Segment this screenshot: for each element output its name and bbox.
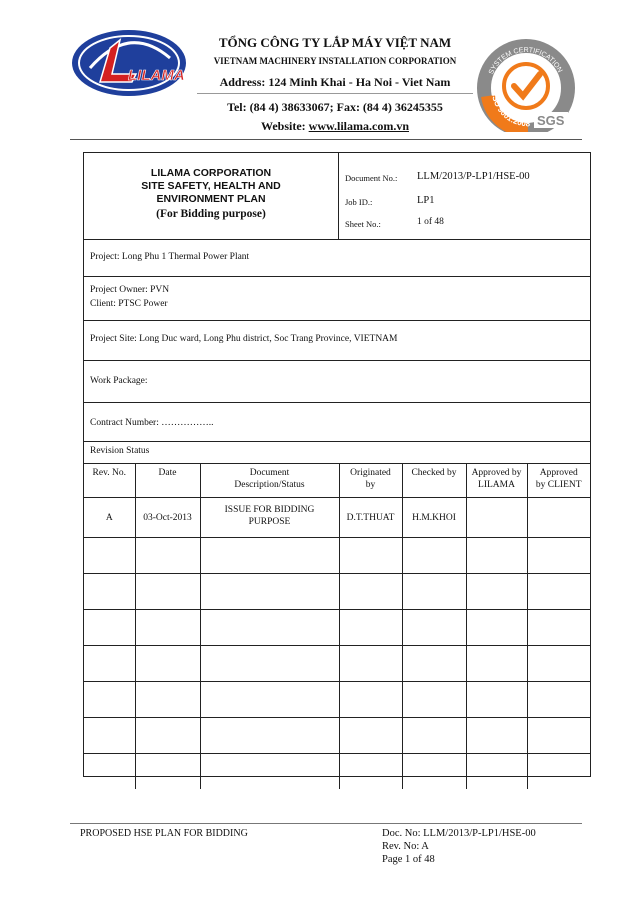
revision-table <box>84 464 590 789</box>
empty-cell <box>84 682 135 718</box>
cell-approved-lilama <box>466 498 527 538</box>
empty-cell <box>402 610 466 646</box>
cell-date: 03-Oct-2013 <box>135 498 200 538</box>
col-description <box>200 464 339 498</box>
cell-rev: A <box>84 498 135 538</box>
col-approved-client <box>527 464 590 498</box>
empty-cell <box>200 646 339 682</box>
empty-cell <box>527 754 590 790</box>
footer-rev-no: Rev. No: A <box>382 841 429 852</box>
col-rev-no <box>84 464 135 498</box>
empty-cell <box>466 646 527 682</box>
empty-cell <box>84 610 135 646</box>
table-row <box>84 682 590 718</box>
title-plan-line1: SITE SAFETY, HEALTH AND <box>141 180 281 192</box>
empty-cell <box>402 754 466 790</box>
logo-text: LILAMA <box>128 67 185 84</box>
col-description-label-1: Document <box>249 468 290 478</box>
empty-cell <box>466 754 527 790</box>
empty-cell <box>339 538 402 574</box>
cell-checked: H.M.KHOI <box>402 498 466 538</box>
col-approved-lilama-label-2: LILAMA <box>478 480 515 490</box>
empty-cell <box>339 610 402 646</box>
empty-cell <box>200 754 339 790</box>
col-rev-no-label: Rev. No. <box>92 468 126 478</box>
empty-cell <box>402 718 466 754</box>
table-row <box>84 754 590 790</box>
footer-page: Page 1 of 48 <box>382 854 435 865</box>
sheet-no-value: 1 of 48 <box>417 217 444 227</box>
cell-description <box>200 498 339 538</box>
owner-row <box>84 277 590 321</box>
site-row <box>84 321 590 361</box>
title-purpose: (For Bidding purpose) <box>156 208 266 220</box>
col-originated-label-1: Originated <box>350 468 391 478</box>
job-id-label: Job ID.: <box>345 197 373 207</box>
empty-cell <box>200 682 339 718</box>
title-block-left <box>84 153 339 239</box>
empty-cell <box>135 646 200 682</box>
empty-cell <box>339 646 402 682</box>
project-owner-field: Project Owner: PVN <box>90 285 170 295</box>
project-row <box>84 240 590 277</box>
website-label: Website: <box>260 119 309 133</box>
col-checked-label: Checked by <box>411 468 457 478</box>
company-tel-fax: Tel: (84 4) 38633067; Fax: (84 4) 36245355 <box>227 100 443 114</box>
col-originated <box>339 464 402 498</box>
footer-doc-no: Doc. No: LLM/2013/P-LP1/HSE-00 <box>382 828 536 839</box>
footer-title: PROPOSED HSE PLAN FOR BIDDING <box>80 828 248 839</box>
empty-cell <box>402 682 466 718</box>
empty-cell <box>135 718 200 754</box>
cert-sgs-text: SGS <box>537 113 565 128</box>
col-checked <box>402 464 466 498</box>
client-field: Client: PTSC Power <box>90 299 168 309</box>
company-name-vn: TỔNG CÔNG TY LẮP MÁY VIỆT NAM <box>218 35 452 50</box>
empty-cell <box>527 610 590 646</box>
cell-description-line1: ISSUE FOR BIDDING <box>224 505 315 515</box>
empty-cell <box>466 610 527 646</box>
work-package-row <box>84 361 590 403</box>
cell-description-line2: PURPOSE <box>248 517 291 527</box>
empty-cell <box>339 574 402 610</box>
empty-cell <box>200 718 339 754</box>
empty-cell <box>466 574 527 610</box>
empty-cell <box>84 718 135 754</box>
cell-originated: D.T.THUAT <box>339 498 402 538</box>
empty-cell <box>135 754 200 790</box>
empty-cell <box>135 682 200 718</box>
sheet-no-label: Sheet No.: <box>345 219 381 229</box>
empty-cell <box>527 682 590 718</box>
cover-form <box>83 152 591 777</box>
cell-approved-client <box>527 498 590 538</box>
empty-cell <box>466 718 527 754</box>
title-plan-line2: ENVIRONMENT PLAN <box>156 193 266 205</box>
revision-status-label: Revision Status <box>90 446 150 456</box>
empty-cell <box>466 682 527 718</box>
empty-cell <box>339 682 402 718</box>
col-approved-client-label-2: by CLIENT <box>535 480 582 490</box>
contract-number-field: Contract Number: …………….. <box>90 418 214 428</box>
job-id-value: LP1 <box>417 195 435 206</box>
empty-cell <box>84 754 135 790</box>
title-company: LILAMA CORPORATION <box>150 167 272 179</box>
revision-status-row <box>84 442 590 464</box>
empty-cell <box>527 538 590 574</box>
empty-cell <box>84 646 135 682</box>
table-row <box>84 646 590 682</box>
table-row <box>84 574 590 610</box>
cert-ring-side: ISO 9001:2008 <box>490 93 531 129</box>
revision-table-header <box>84 464 590 498</box>
empty-cell <box>84 574 135 610</box>
col-date-label: Date <box>158 468 177 478</box>
lilama-logo <box>70 28 188 98</box>
company-website <box>195 119 475 134</box>
empty-cell <box>527 646 590 682</box>
empty-cell <box>402 574 466 610</box>
col-description-label-2: Description/Status <box>234 480 305 490</box>
document-no-value: LLM/2013/P-LP1/HSE-00 <box>417 171 530 182</box>
empty-cell <box>200 538 339 574</box>
empty-cell <box>135 538 200 574</box>
empty-cell <box>402 538 466 574</box>
col-approved-lilama-label-1: Approved by <box>471 468 522 478</box>
website-link[interactable]: www.lilama.com.vn <box>308 119 409 133</box>
cert-ring-top: SYSTEM CERTIFICATION <box>487 46 564 76</box>
project-site-field: Project Site: Long Duc ward, Long Phu district, Soc Trang Province, VIETNAM <box>90 334 398 344</box>
document-no-label: Document No.: <box>345 173 398 183</box>
header-bottom-rule <box>70 139 582 140</box>
work-package-field: Work Package: <box>90 376 148 386</box>
empty-cell <box>200 574 339 610</box>
col-approved-client-label-1: Approved <box>539 468 578 478</box>
empty-cell <box>200 610 339 646</box>
table-row <box>84 610 590 646</box>
project-field: Project: Long Phu 1 Thermal Power Plant <box>90 252 250 262</box>
footer-rule <box>70 823 582 824</box>
header-divider <box>197 93 473 94</box>
empty-cell <box>135 610 200 646</box>
company-address: Address: 124 Minh Khai - Ha Noi - Viet Nam <box>219 75 451 89</box>
table-row <box>84 498 590 538</box>
table-row <box>84 538 590 574</box>
col-approved-lilama <box>466 464 527 498</box>
contract-row <box>84 403 590 442</box>
empty-cell <box>135 574 200 610</box>
empty-cell <box>339 718 402 754</box>
empty-cell <box>527 718 590 754</box>
empty-cell <box>339 754 402 790</box>
empty-cell <box>402 646 466 682</box>
empty-cell <box>527 574 590 610</box>
empty-cell <box>84 538 135 574</box>
empty-cell <box>466 538 527 574</box>
iso-certification-badge <box>476 36 576 132</box>
col-date <box>135 464 200 498</box>
company-name-en: VIETNAM MACHINERY INSTALLATION CORPORATION <box>213 56 457 66</box>
table-row <box>84 718 590 754</box>
col-originated-label-2: by <box>365 480 376 490</box>
title-block <box>84 153 590 240</box>
